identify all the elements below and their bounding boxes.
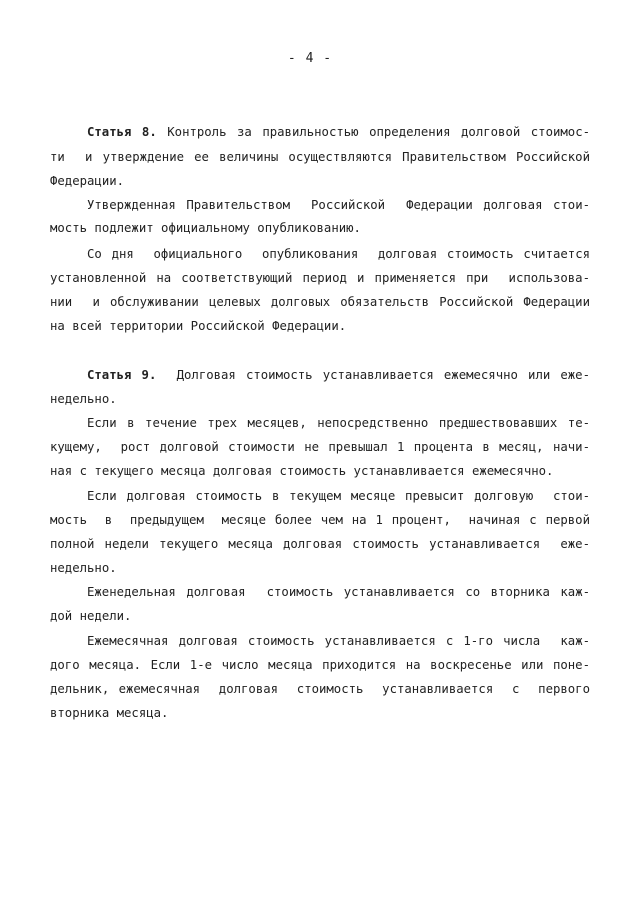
paragraph-line: ная с текущего месяца долговая стоимость устанавливается ежемесячно. (50, 464, 554, 478)
paragraph-line: нии и обслуживании целевых долговых обязательств Российской Федерации (50, 295, 590, 309)
paragraph-line: недельно. (50, 561, 117, 575)
article-9-text: Долговая стоимость устанавливается ежемесячно или еже- (176, 368, 590, 382)
article-8-heading: Статья 8. (87, 125, 157, 139)
paragraph-line: дельник, ежемесячная долговая стоимость устанавливается с первого (50, 682, 590, 696)
article-9-heading: Статья 9. (87, 368, 157, 382)
paragraph-line: Утвержденная Правительством Российской Федерации долговая стои- (87, 198, 590, 212)
paragraph-line: Федерации. (50, 174, 125, 188)
paragraph-line: мость в предыдущем месяце более чем на 1 процент, начиная с первой (50, 513, 590, 527)
page-number: - 4 - (287, 51, 333, 66)
paragraph-line: дого месяца. Если 1-е число месяца приходится на воскресенье или поне- (50, 658, 590, 672)
paragraph-line: установленной на соответствующий период и применяется при использова- (50, 271, 590, 285)
paragraph-line: Если в течение трех месяцев, непосредственно предшествовавших те- (87, 416, 590, 430)
paragraph-line: Ежемесячная долговая стоимость устанавливается с 1-го числа каж- (87, 634, 590, 648)
article-8-text: Контроль за правильностью определения долговой стоимос- (167, 125, 590, 139)
paragraph-line: на всей территории Российской Федерации. (50, 319, 347, 333)
paragraph-line: недельно. (50, 392, 117, 406)
paragraph-line: дой недели. (50, 609, 132, 623)
paragraph-line: полной недели текущего месяца долговая стоимость устанавливается еже- (50, 537, 590, 551)
article-8-first-line (87, 123, 590, 141)
paragraph-line: Если долговая стоимость в текущем месяце превысит долговую стои- (87, 489, 590, 503)
paragraph-line: кущему, рост долговой стоимости не превышал 1 процента в месяц, начи- (50, 440, 590, 454)
paragraph-line: мость подлежит официальному опубликованию. (50, 221, 361, 235)
paragraph-line: вторника месяца. (50, 706, 169, 720)
paragraph-line: Еженедельная долговая стоимость устанавливается со вторника каж- (87, 585, 590, 599)
paragraph-line: ти и утверждение ее величины осуществляются Правительством Российской (50, 150, 590, 164)
paragraph-line: Со дня официального опубликования долговая стоимость считается (87, 247, 590, 261)
article-9-first-line (87, 366, 590, 384)
